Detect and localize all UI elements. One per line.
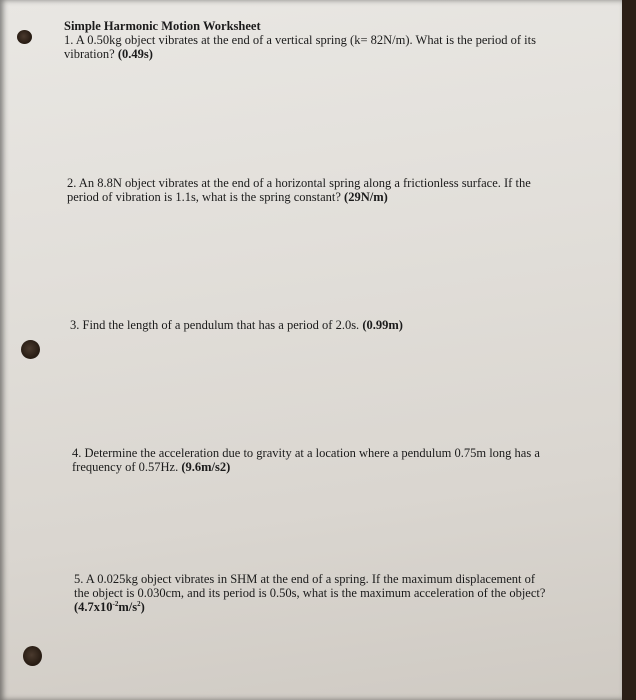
question-2-text: 2. An 8.8N object vibrates at the end of a horizontal spring along a frictionless surface. If the period of vibration is 1.1s, what is the spring constant? (67, 176, 531, 204)
question-5 (74, 572, 552, 614)
question-2 (67, 176, 537, 204)
question-1 (64, 33, 542, 61)
question-4-answer: (9.6m/s2) (181, 460, 231, 474)
question-3 (70, 318, 540, 332)
question-1-answer: (0.49s) (117, 47, 153, 61)
question-4 (72, 446, 542, 474)
worksheet-title: Simple Harmonic Motion Worksheet (64, 19, 261, 33)
punch-hole-top (17, 30, 32, 44)
question-3-text: 3. Find the length of a pendulum that has a period of 2.0s. (70, 318, 360, 332)
question-3-answer: (0.99m) (362, 318, 403, 332)
punch-hole-bottom (23, 646, 42, 666)
question-5-answer: $(4.7x10^{-2}m/s^2)$ (74, 599, 145, 614)
question-5-text: 5. A 0.025kg object vibrates in SHM at the end of a spring. If the maximum displacement of the object is 0.030cm, and its period is 0.50s, what is the maximum acceleration of the object? (74, 572, 546, 600)
question-1-text: 1. A 0.50kg object vibrates at the end of a vertical spring (k= 82N/m). What is the period of its vibration? (64, 33, 536, 61)
question-4-text: 4. Determine the acceleration due to gravity at a location where a pendulum 0.75m long has a frequency of 0.57Hz. (72, 446, 540, 474)
punch-hole-middle (21, 340, 40, 359)
question-2-answer: (29N/m) (344, 190, 388, 204)
